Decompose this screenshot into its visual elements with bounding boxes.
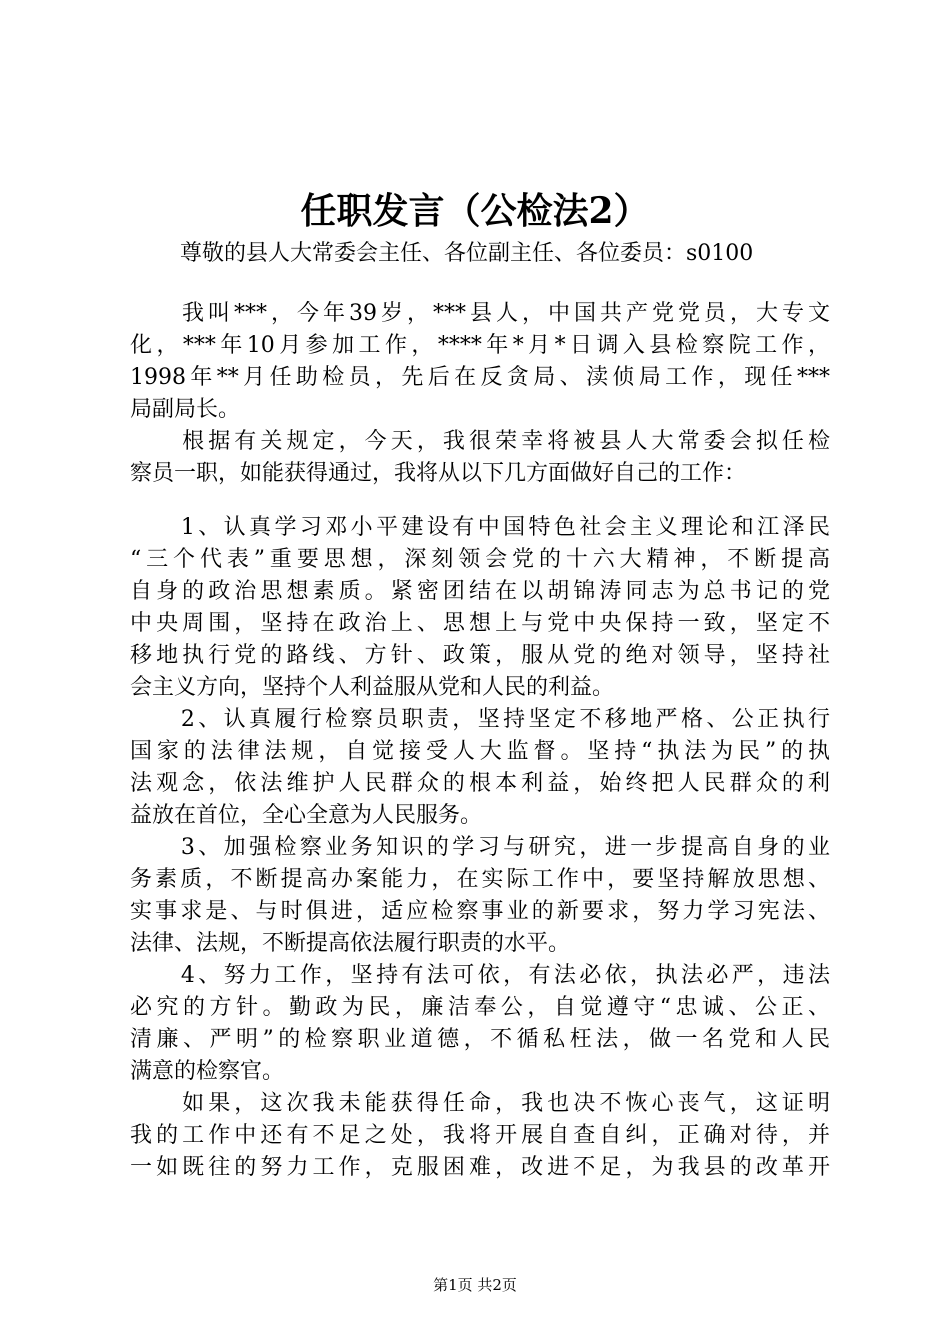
body-line: “三个代表”重要思想，深刻领会党的十六大精神，不断提高 [130, 547, 830, 572]
body-line: 一如既往的努力工作，克服困难，改进不足，为我县的改革开 [130, 1155, 830, 1180]
body-line: 1998年**月任助检员，先后在反贪局、渎侦局工作，现任*** [130, 365, 830, 390]
body-line: 我叫***，今年39岁，***县人，中国共产党党员，大专文 [130, 301, 830, 326]
body-line: 4、努力工作，坚持有法可依，有法必依，执法必严，违法 [130, 963, 830, 988]
body-line: 化，***年10月参加工作，****年*月*日调入县检察院工作， [130, 333, 830, 358]
body-line: 国家的法律法规，自觉接受人大监督。坚持“执法为民”的执 [130, 739, 830, 764]
page-indicator: 第1页 共2页 [433, 1276, 517, 1294]
body-line: 1、认真学习邓小平建设有中国特色社会主义理论和江泽民 [130, 515, 830, 540]
body-line: 会主义方向，坚持个人利益服从党和人民的利益。 [130, 675, 615, 700]
body-line: 法律、法规，不断提高依法履行职责的水平。 [130, 931, 571, 956]
body-line: 中央周围，坚持在政治上、思想上与党中央保持一致，坚定不 [130, 611, 830, 636]
body-line: 如果，这次我未能获得任命，我也决不恢心丧气，这证明 [130, 1091, 830, 1116]
body-line: 2、认真履行检察员职责，坚持坚定不移地严格、公正执行 [130, 707, 830, 732]
body-line: 自身的政治思想素质。紧密团结在以胡锦涛同志为总书记的党 [130, 579, 830, 604]
body-line: 清廉、严明”的检察职业道德，不循私枉法，做一名党和人民 [130, 1027, 830, 1052]
body-line: 实事求是、与时俱进，适应检察事业的新要求，努力学习宪法、 [130, 899, 830, 924]
body-line: 满意的检察官。 [130, 1059, 285, 1084]
salutation: 尊敬的县人大常委会主任、各位副主任、各位委员：s0100 [180, 241, 754, 266]
body-line: 移地执行党的路线、方针、政策，服从党的绝对领导，坚持社 [130, 643, 830, 668]
body-line: 益放在首位，全心全意为人民服务。 [130, 803, 483, 828]
body-line: 法观念，依法维护人民群众的根本利益，始终把人民群众的利 [130, 771, 830, 796]
body-line: 察员一职，如能获得通过，我将从以下几方面做好自己的工作： [130, 461, 747, 486]
body-line: 必究的方针。勤政为民，廉洁奉公，自觉遵守“忠诚、公正、 [130, 995, 830, 1020]
body-line: 务素质，不断提高办案能力，在实际工作中，要坚持解放思想、 [130, 867, 830, 892]
document-title: 任职发言（公检法2） [300, 190, 650, 232]
body-line: 局副局长。 [130, 397, 241, 422]
body-line: 3、加强检察业务知识的学习与研究，进一步提高自身的业 [130, 835, 830, 860]
body-line: 根据有关规定，今天，我很荣幸将被县人大常委会拟任检 [130, 429, 830, 454]
body-line: 我的工作中还有不足之处，我将开展自查自纠，正确对待，并 [130, 1123, 830, 1148]
